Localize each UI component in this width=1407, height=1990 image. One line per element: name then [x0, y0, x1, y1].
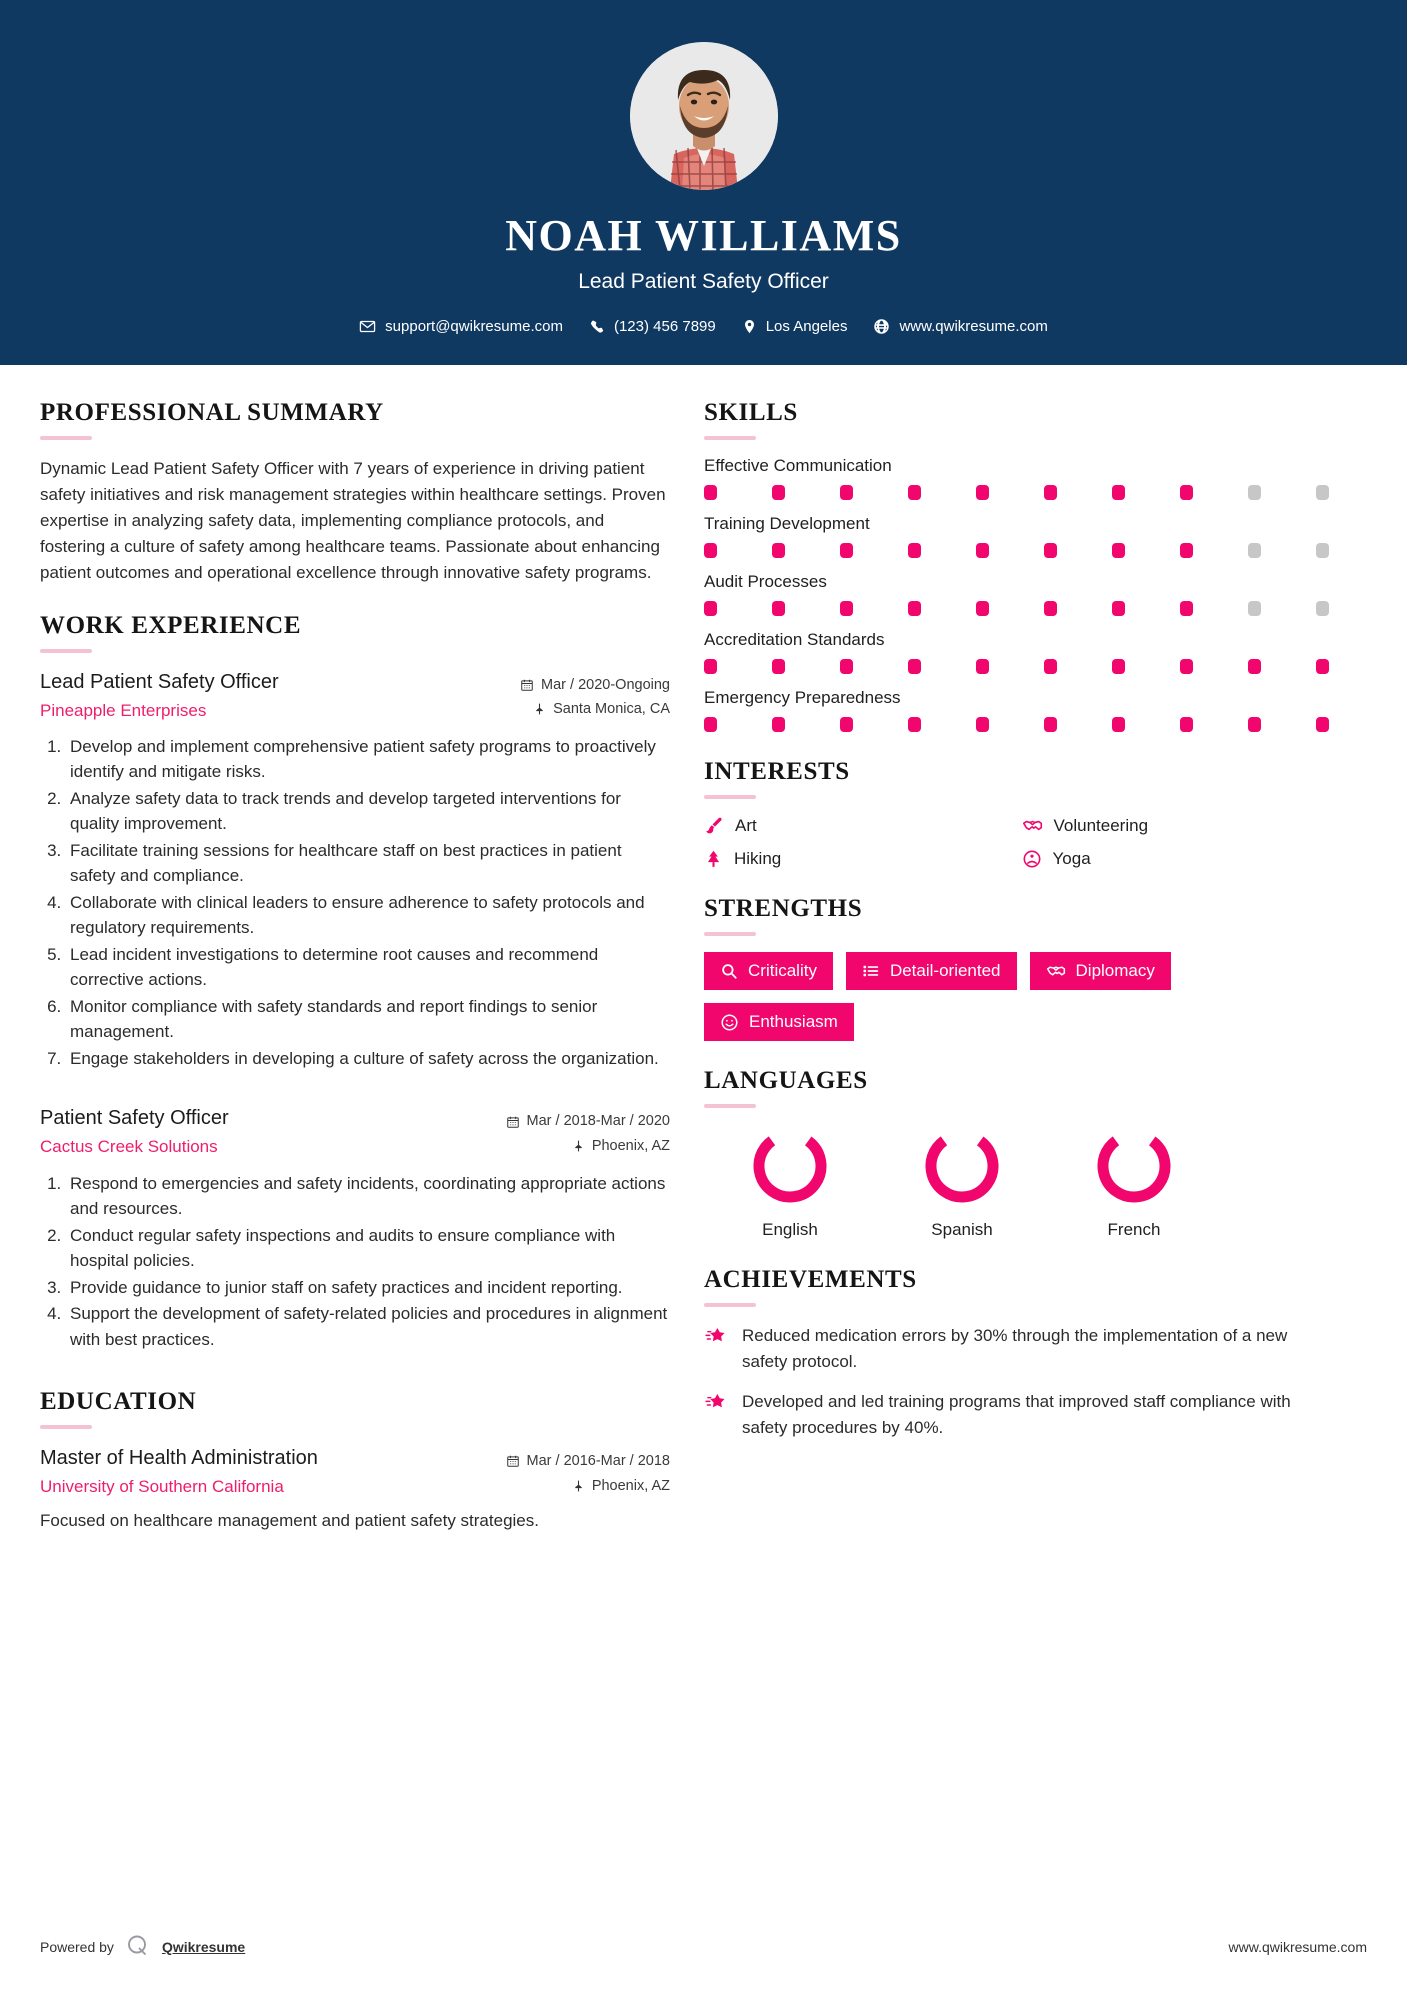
skill-label: Audit Processes — [704, 572, 827, 592]
skill-dot-filled — [772, 659, 785, 674]
work-role: Patient Safety Officer — [40, 1107, 229, 1130]
education-degree: Master of Health Administration — [40, 1447, 318, 1470]
skill-rating — [704, 601, 1329, 616]
candidate-title: Lead Patient Safety Officer — [578, 270, 829, 294]
interest-label: Art — [735, 815, 757, 835]
section-title-achievements: ACHIEVEMENTS — [704, 1266, 917, 1294]
education-location-line — [506, 1474, 670, 1499]
education-description: Focused on healthcare management and patient safety strategies. — [40, 1511, 539, 1531]
star-burst-icon — [704, 1389, 728, 1414]
work-bullet: 1. Develop and implement comprehensive patient safety programs to proactively identify and mitigate risks. — [66, 734, 670, 785]
skill-dot-filled — [1044, 601, 1057, 616]
work-bullet: 3. Facilitate training sessions for healthcare staff on best practices in patient safety and compliance. — [66, 838, 670, 889]
skill-dot-filled — [840, 601, 853, 616]
language-progress-ring — [748, 1124, 832, 1208]
contact-phone[interactable] — [581, 318, 724, 335]
education-entry-header — [40, 1445, 670, 1498]
section-interests — [704, 758, 1329, 869]
work-bullet: 4. Collaborate with clinical leaders to ensure adherence to safety protocols and regulatory requirements. — [66, 890, 670, 941]
section-skills — [704, 399, 1329, 732]
smiley-icon — [720, 1013, 739, 1032]
section-title-skills: SKILLS — [704, 399, 798, 427]
skill-dot-filled — [1180, 543, 1193, 558]
strength-chip-diplomacy — [1030, 952, 1171, 990]
resume-body — [0, 365, 1407, 1933]
handshake-icon — [1022, 815, 1043, 836]
work-dates: Mar / 2018-Mar / 2020 — [526, 1113, 670, 1130]
section-rule — [704, 795, 756, 799]
section-title-summary: PROFESSIONAL SUMMARY — [40, 399, 384, 427]
work-dates-line — [506, 1109, 670, 1134]
skill-dot-filled — [1316, 717, 1329, 732]
skill-dot-empty — [1316, 543, 1329, 558]
footer-brand-link[interactable]: Qwikresume — [161, 1938, 246, 1955]
phone-icon — [589, 319, 605, 335]
work-entry-titles — [40, 1105, 506, 1157]
education-dates: Mar / 2016-Mar / 2018 — [526, 1453, 670, 1470]
work-organization: Pineapple Enterprises — [40, 700, 207, 720]
contact-website-text: www.qwikresume.com — [899, 318, 1048, 336]
contact-row — [0, 318, 1407, 335]
section-title-strengths: STRENGTHS — [704, 895, 863, 923]
skill-dot-filled — [976, 659, 989, 674]
work-entry-header — [40, 669, 670, 722]
section-rule — [40, 436, 92, 440]
skill-dot-filled — [1044, 659, 1057, 674]
skill-dot-empty — [1248, 485, 1261, 500]
work-entry — [40, 669, 670, 1072]
interest-item — [1022, 815, 1330, 836]
section-rule — [704, 436, 756, 440]
language-item — [704, 1124, 876, 1240]
language-label: Spanish — [931, 1220, 993, 1240]
skill-dot-empty — [1248, 601, 1261, 616]
work-bullet: 1. Respond to emergencies and safety incidents, coordinating appropriate actions and resources. — [66, 1171, 670, 1222]
language-item — [876, 1124, 1048, 1240]
language-progress-ring — [1092, 1124, 1176, 1208]
skill-dot-filled — [1112, 543, 1125, 558]
languages-row — [704, 1124, 1329, 1240]
tree-icon — [704, 849, 723, 869]
work-location-line — [506, 1134, 670, 1159]
interest-item — [704, 815, 1012, 836]
skill-dot-filled — [704, 659, 717, 674]
language-progress-ring — [920, 1124, 1004, 1208]
work-entry-titles — [40, 669, 520, 721]
education-school: University of Southern California — [40, 1477, 284, 1497]
section-rule — [704, 1303, 756, 1307]
skill-dot-filled — [908, 659, 921, 674]
work-bullet: 2. Analyze safety data to track trends and develop targeted interventions for quality improvement. — [66, 786, 670, 837]
resume-footer — [0, 1933, 1407, 1990]
strength-chip-criticality — [704, 952, 833, 990]
work-entry — [40, 1105, 670, 1352]
skill-item — [704, 572, 1329, 616]
star-burst-icon — [704, 1323, 728, 1348]
work-bullet: 6. Monitor compliance with safety standards and report findings to senior management. — [66, 994, 670, 1045]
skill-dot-empty — [1316, 601, 1329, 616]
work-organization: Cactus Creek Solutions — [40, 1137, 218, 1157]
calendar-icon — [506, 1454, 520, 1468]
section-education — [40, 1388, 670, 1534]
section-rule — [40, 649, 92, 653]
map-pin-icon — [572, 1479, 585, 1493]
right-column — [704, 399, 1329, 1933]
achievement-text: Reduced medication errors by 30% through the implementation of a new safety protocol. — [742, 1326, 1288, 1371]
skill-dot-filled — [704, 717, 717, 732]
education-entry-meta — [506, 1445, 670, 1498]
achievement-text: Developed and led training programs that improved staff compliance with safety procedures by 40%. — [742, 1392, 1291, 1437]
work-bullet: 3. Provide guidance to junior staff on safety practices and incident reporting. — [66, 1275, 670, 1301]
skill-item — [704, 630, 1329, 674]
skill-dot-filled — [1112, 485, 1125, 500]
education-location: Phoenix, AZ — [591, 1477, 670, 1494]
skill-dot-filled — [1248, 659, 1261, 674]
skill-dot-filled — [840, 659, 853, 674]
skill-dot-filled — [1180, 659, 1193, 674]
skill-item — [704, 688, 1329, 732]
section-rule — [704, 1104, 756, 1108]
skill-dot-filled — [1180, 601, 1193, 616]
skill-label: Training Development — [704, 514, 870, 534]
skill-dot-filled — [1180, 485, 1193, 500]
calendar-icon — [506, 1115, 520, 1129]
skill-dot-filled — [840, 485, 853, 500]
skill-dot-filled — [908, 485, 921, 500]
section-title-work: WORK EXPERIENCE — [40, 611, 302, 639]
work-bullet: 2. Conduct regular safety inspections and audits to ensure compliance with hospital policies. — [66, 1223, 670, 1274]
candidate-name: NOAH WILLIAMS — [505, 211, 902, 260]
work-bullets — [66, 734, 670, 1072]
skill-dot-filled — [1112, 601, 1125, 616]
contact-location — [734, 318, 856, 335]
skill-dot-filled — [908, 543, 921, 558]
footer-website[interactable]: www.qwikresume.com — [1228, 1938, 1367, 1955]
list-icon — [862, 962, 880, 980]
skill-dot-filled — [1112, 659, 1125, 674]
skill-dot-filled — [704, 543, 717, 558]
avatar — [630, 42, 778, 190]
education-entry — [40, 1445, 670, 1534]
footer-powered-label: Powered by — [40, 1938, 114, 1955]
skill-dot-filled — [704, 601, 717, 616]
skill-dot-filled — [1044, 543, 1057, 558]
work-dates: Mar / 2020-Ongoing — [541, 676, 670, 693]
left-column — [40, 399, 670, 1933]
skill-dot-filled — [772, 601, 785, 616]
achievement-item — [704, 1323, 1329, 1374]
skill-dot-filled — [976, 485, 989, 500]
contact-website[interactable] — [865, 318, 1055, 335]
skill-dot-empty — [1316, 485, 1329, 500]
footer-powered-by — [40, 1933, 245, 1960]
skill-dot-filled — [772, 717, 785, 732]
section-work-experience — [40, 612, 670, 1353]
skill-dot-filled — [1248, 717, 1261, 732]
skill-rating — [704, 543, 1329, 558]
contact-email-text: support@qwikresume.com — [385, 318, 563, 336]
globe-icon — [873, 318, 890, 335]
skill-item — [704, 456, 1329, 500]
skill-dot-filled — [1316, 659, 1329, 674]
magnifier-icon — [720, 962, 738, 980]
skill-dot-filled — [772, 543, 785, 558]
work-bullet: 5. Lead incident investigations to determine root causes and recommend corrective actions. — [66, 942, 670, 993]
skill-dot-filled — [908, 717, 921, 732]
resume-header — [0, 0, 1407, 365]
map-pin-icon — [572, 1139, 585, 1153]
skill-dot-filled — [704, 485, 717, 500]
interests-grid — [704, 815, 1329, 869]
work-entry-header — [40, 1105, 670, 1158]
contact-location-text: Los Angeles — [765, 318, 848, 336]
skill-label: Effective Communication — [704, 456, 892, 476]
strength-chip-detail-oriented — [846, 952, 1017, 990]
strength-chip-enthusiasm — [704, 1003, 854, 1041]
interest-label: Volunteering — [1053, 815, 1149, 835]
strength-label: Enthusiasm — [749, 1012, 838, 1032]
skill-dot-filled — [1180, 717, 1193, 732]
section-strengths — [704, 895, 1329, 1041]
strength-label: Diplomacy — [1075, 961, 1155, 981]
work-role: Lead Patient Safety Officer — [40, 670, 279, 693]
summary-text: Dynamic Lead Patient Safety Officer with 7 years of experience in driving patient safety initiatives and risk management strategies within healthcare settings. Proven expertise in analyzing safety data, implementing compliance protocols, and fostering a culture of safety among healthcare teams. Passionate about enhancing patient outcomes and operational excellence through innovative safety programs. — [40, 459, 666, 582]
skill-dot-empty — [1248, 543, 1261, 558]
skill-dot-filled — [976, 717, 989, 732]
work-entry-meta — [520, 669, 670, 722]
section-title-interests: INTERESTS — [704, 758, 850, 786]
interest-item — [1022, 849, 1330, 869]
work-bullet: 4. Support the development of safety-related policies and procedures in alignment with best practices. — [66, 1301, 670, 1352]
section-rule — [40, 1425, 92, 1429]
section-professional-summary — [40, 399, 670, 585]
section-title-languages: LANGUAGES — [704, 1067, 868, 1095]
achievement-item — [704, 1389, 1329, 1440]
education-entry-titles — [40, 1445, 506, 1497]
skill-label: Emergency Preparedness — [704, 688, 901, 708]
skill-rating — [704, 485, 1329, 500]
envelope-icon — [359, 318, 376, 335]
qwikresume-logo-icon — [126, 1933, 150, 1960]
skill-item — [704, 514, 1329, 558]
work-dates-line — [520, 673, 670, 698]
contact-phone-text: (123) 456 7899 — [613, 318, 716, 336]
handshake-icon — [1046, 961, 1066, 981]
yoga-icon — [1022, 849, 1042, 869]
work-entry-meta — [506, 1105, 670, 1158]
skill-dot-filled — [840, 717, 853, 732]
skill-dot-filled — [1044, 717, 1057, 732]
language-label: English — [762, 1220, 818, 1240]
map-pin-icon — [533, 702, 546, 716]
skill-dot-filled — [976, 601, 989, 616]
section-rule — [704, 932, 756, 936]
language-item — [1048, 1124, 1220, 1240]
work-location: Phoenix, AZ — [591, 1137, 670, 1154]
interest-label: Hiking — [734, 849, 782, 869]
work-bullets — [66, 1171, 670, 1353]
section-achievements — [704, 1266, 1329, 1440]
paintbrush-icon — [704, 816, 724, 836]
section-title-education: EDUCATION — [40, 1388, 197, 1416]
skill-dot-filled — [772, 485, 785, 500]
strength-label: Detail-oriented — [889, 961, 1001, 981]
skill-dot-filled — [840, 543, 853, 558]
skill-label: Accreditation Standards — [704, 630, 885, 650]
section-languages — [704, 1067, 1329, 1240]
work-bullet: 7. Engage stakeholders in developing a culture of safety across the organization. — [66, 1046, 670, 1072]
interest-item — [704, 849, 1012, 869]
contact-email[interactable] — [351, 318, 571, 335]
location-pin-icon — [742, 318, 757, 335]
skill-dot-filled — [1044, 485, 1057, 500]
work-location: Santa Monica, CA — [553, 701, 670, 718]
skill-rating — [704, 717, 1329, 732]
skill-dot-filled — [976, 543, 989, 558]
interest-label: Yoga — [1052, 849, 1091, 869]
work-location-line — [520, 697, 670, 722]
education-dates-line — [506, 1449, 670, 1474]
strength-label: Criticality — [748, 961, 817, 981]
skill-dot-filled — [1112, 717, 1125, 732]
strengths-list — [704, 952, 1329, 1041]
skill-rating — [704, 659, 1329, 674]
calendar-icon — [520, 678, 534, 692]
skill-dot-filled — [908, 601, 921, 616]
language-label: French — [1107, 1220, 1161, 1240]
